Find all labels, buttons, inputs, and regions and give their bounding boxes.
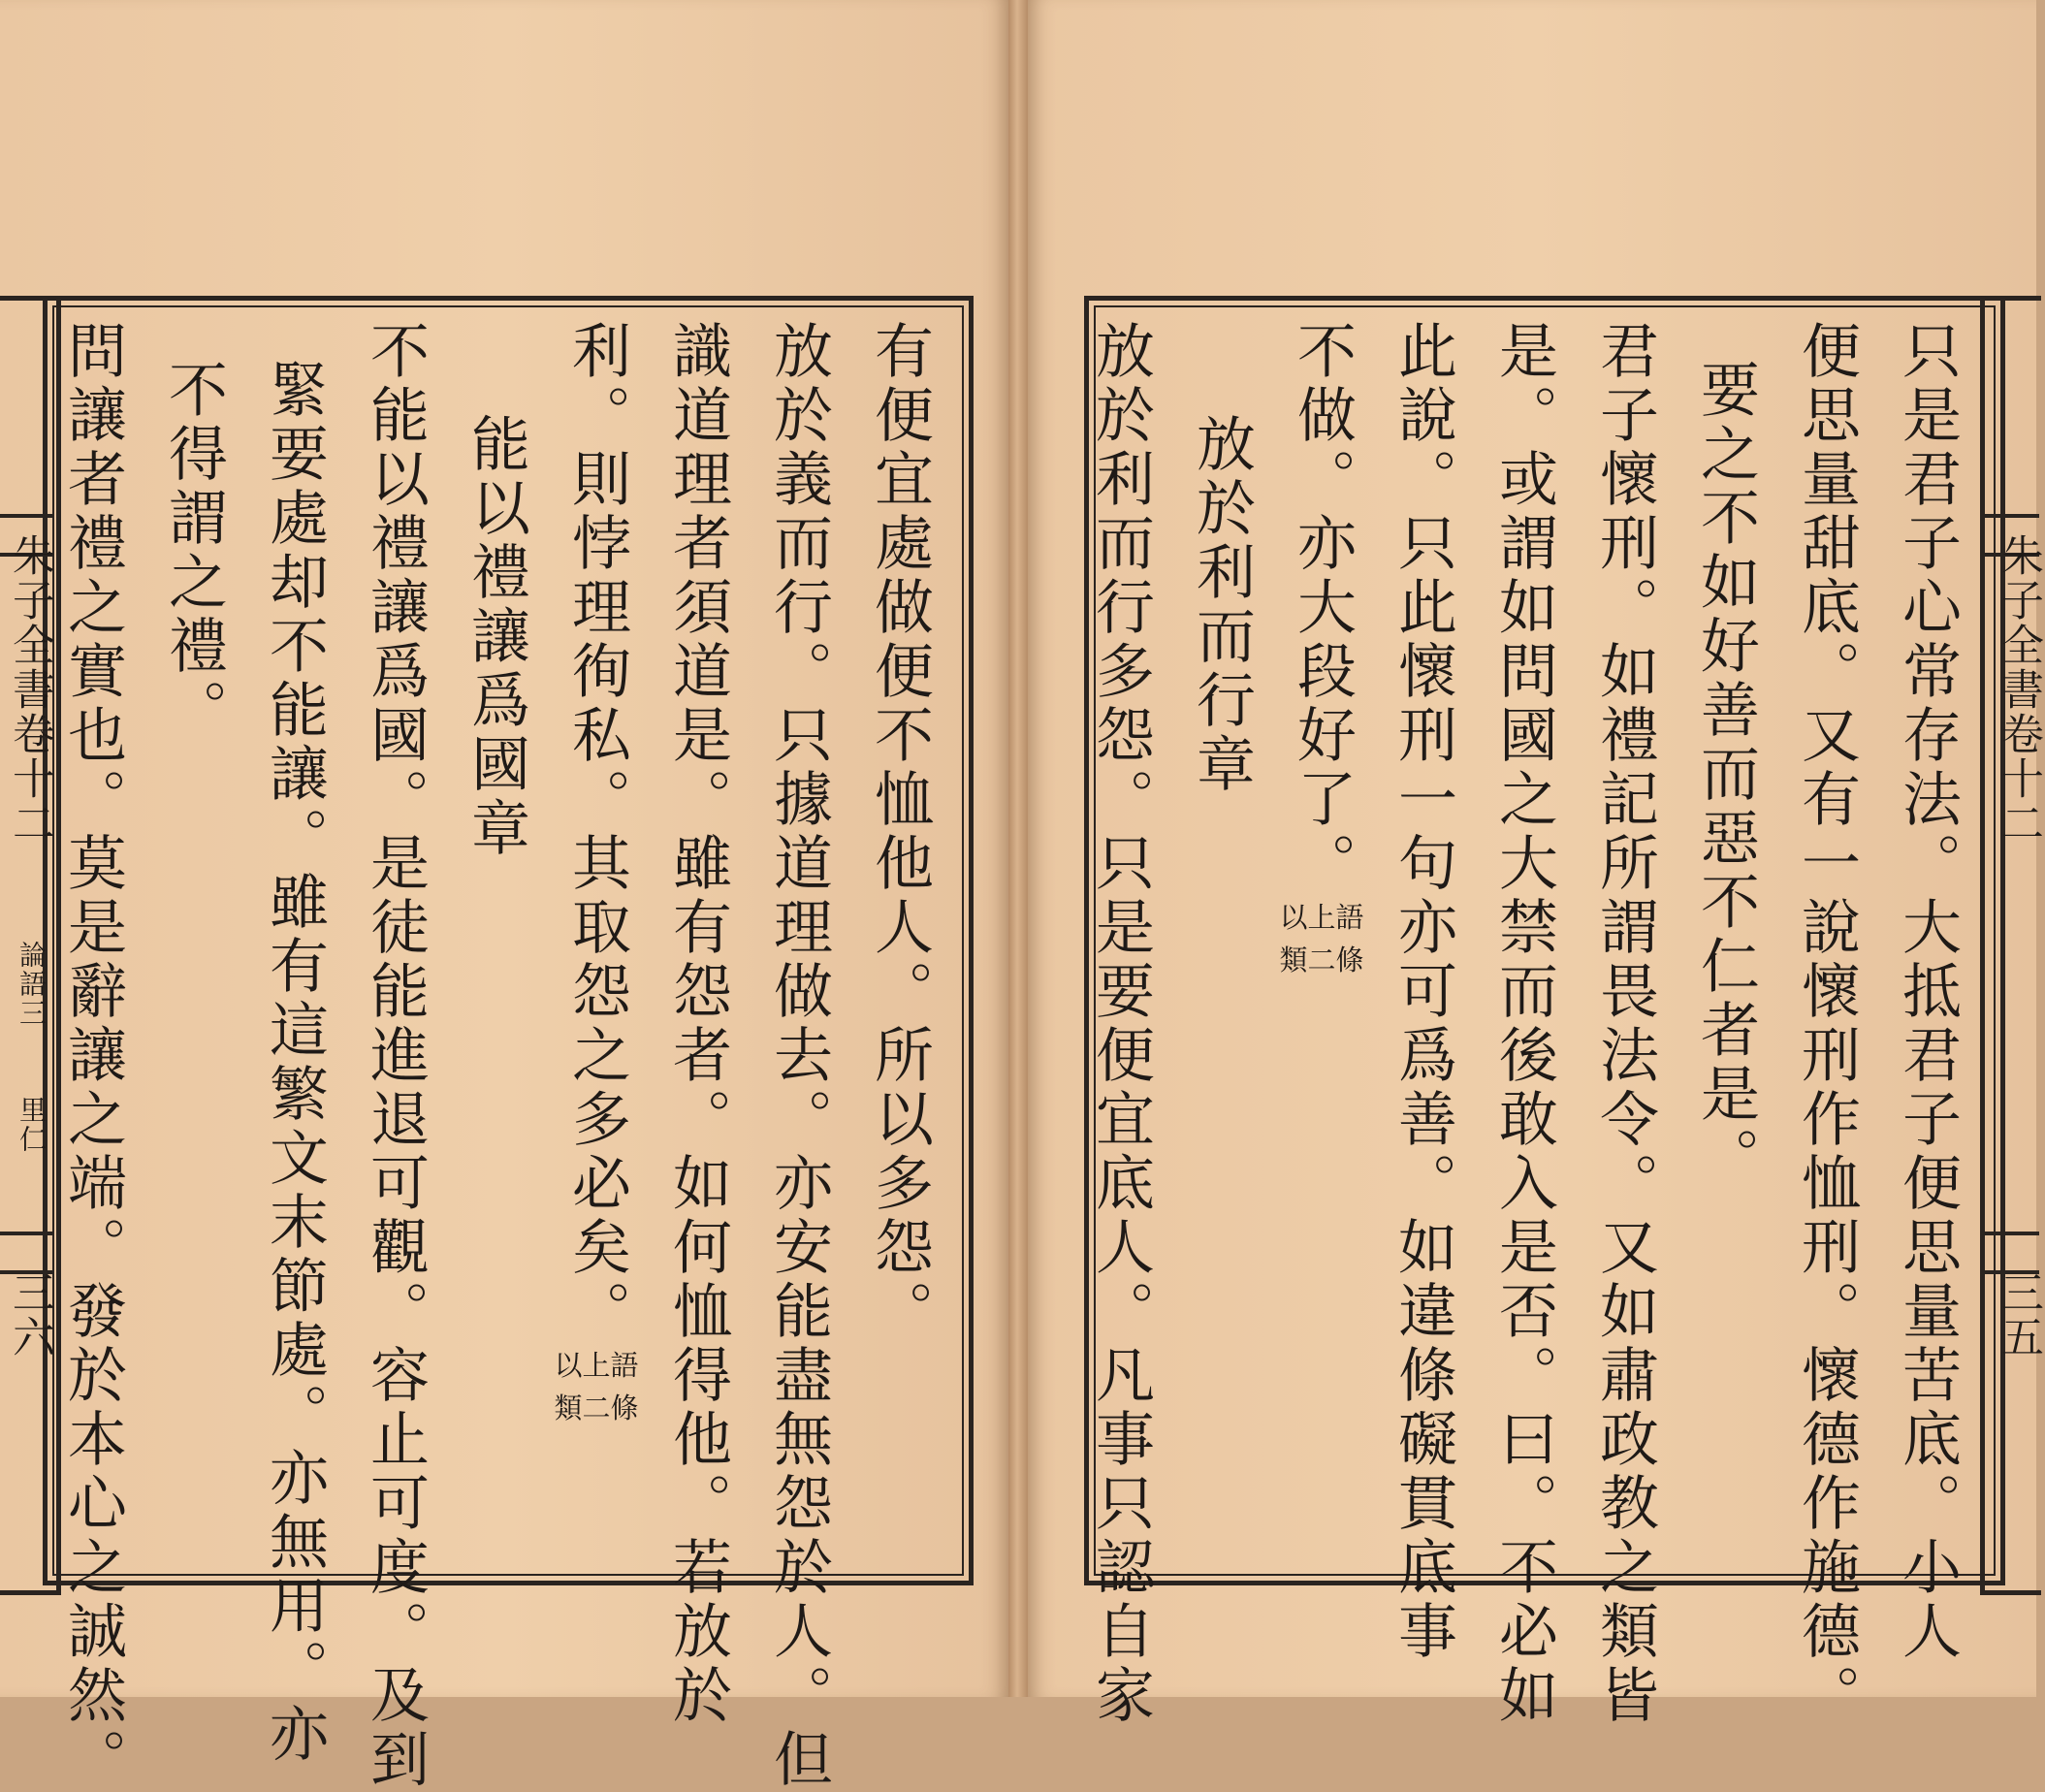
annotation-line: 類二條 — [1279, 944, 1364, 976]
text-column: 問讓者禮之實也。莫是辭讓之端。發於本心之誠然。 — [58, 320, 127, 1792]
annotation-line: 以上語 — [554, 1349, 639, 1382]
text-segment: 利。則悖理徇私。其取怨之多必矣。 — [562, 320, 631, 1344]
text-column: 便思量甜底。又有一說懷刑作恤刑。懷德作施德。 — [1792, 320, 1861, 1728]
book-title: 朱子全書卷十二 — [5, 533, 54, 846]
annotation-line: 以上語 — [1279, 901, 1364, 934]
right-margin-strip — [1980, 296, 2041, 1595]
fish-tail-mark — [0, 1232, 54, 1274]
text-column: 放於利而行多怨。只是要便宜底人。凡事只認自家 — [1086, 320, 1155, 1728]
annotation-line: 類二條 — [554, 1392, 639, 1424]
annotation-note — [550, 1344, 643, 1429]
left-margin-strip — [0, 296, 61, 1595]
text-column: 放於義而行。只據道理做去。亦安能盡無怨於人。但 — [764, 320, 833, 1792]
text-column: 有便宜處做便不恤他人。所以多怨。 — [865, 320, 934, 1344]
section-label: 里仁 — [16, 1096, 48, 1154]
page-number: 三五 — [1994, 1270, 2043, 1360]
text-column: 君子懷刑。如禮記所謂畏法令。又如肅政教之類皆 — [1590, 320, 1659, 1728]
fish-tail-mark — [1985, 1232, 2039, 1274]
chapter-heading: 放於利而行章 — [1187, 413, 1256, 797]
chapter-label: 論語三 — [16, 941, 48, 1028]
right-page-text — [1086, 320, 1973, 1728]
text-column: 緊要處却不能讓。雖有這繁文末節處。亦無用。亦 — [260, 359, 329, 1767]
book-gutter — [1008, 0, 1028, 1697]
text-column: 不得謂之禮。 — [159, 359, 228, 743]
text-column: 只是君子心常存法。大抵君子便思量苦底。小人 — [1893, 320, 1962, 1664]
page-number: 三六 — [5, 1270, 54, 1360]
text-column: 此說。只此懷刑一句亦可爲善。如違條礙貫底事 — [1389, 320, 1457, 1664]
text-segment: 不做。亦大段好了。 — [1288, 320, 1357, 896]
text-column — [550, 320, 643, 1552]
annotation-note — [1275, 896, 1368, 981]
left-page-text — [58, 320, 945, 1792]
text-column: 是。或謂如問國之大禁而後敢入是否。曰。不必如 — [1489, 320, 1558, 1728]
chapter-heading: 能以禮讓爲國章 — [462, 413, 530, 861]
text-column: 識道理者須道是。雖有怨者。如何恤得他。若放於 — [663, 320, 732, 1728]
text-column: 要之不如好善而惡不仁者是。 — [1691, 359, 1760, 1191]
text-column — [1275, 320, 1368, 1552]
book-title: 朱子全書卷十二 — [1994, 533, 2043, 846]
text-column: 不能以禮讓爲國。是徒能進退可觀。容止可度。及到 — [361, 320, 430, 1792]
